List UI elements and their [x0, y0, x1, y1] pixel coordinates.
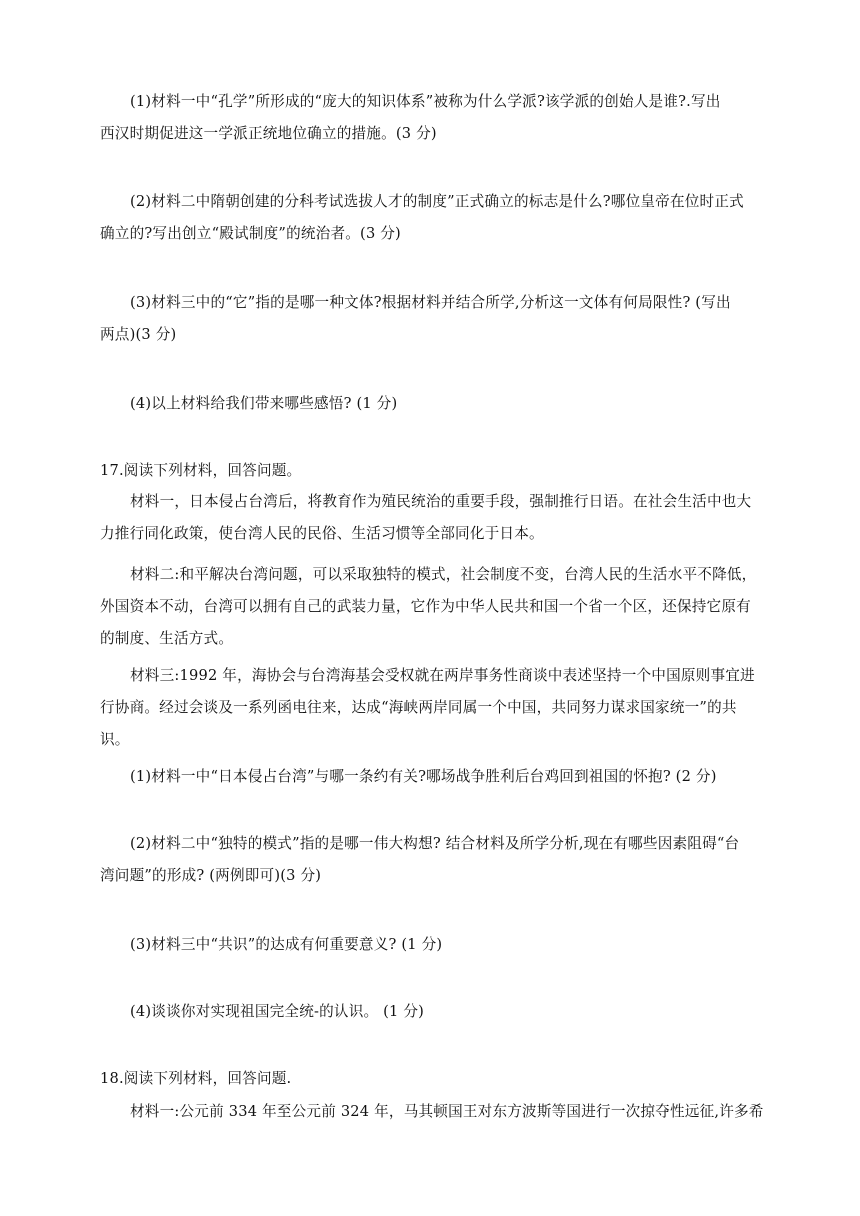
q16-sub1-line1: (1)材料一中“孔学”所形成的“庞大的知识体系”被称为什么学派?该学派的创始人是谁?.写出 [130, 93, 721, 110]
q17-material2-line1: 材料二:和平解决台湾问题，可以采取独特的模式，社会制度不变，台湾人民的生活水平不降低， [130, 566, 757, 583]
q16-sub3-line2: 两点)(3 分) [100, 326, 177, 343]
q18-title: 18.阅读下列材料，回答问题. [100, 1070, 292, 1087]
q16-sub4: (4)以上材料给我们带来哪些感悟? (1 分) [130, 395, 398, 412]
q17-sub3: (3)材料三中“共识”的达成有何重要意义? (1 分) [130, 936, 443, 953]
q17-material2-line2: 外国资本不动，台湾可以拥有自己的武装力量，它作为中华人民共和国一个省一个区，还保持它原有 [100, 598, 751, 615]
q17-material3-line1: 材料三:1992 年，海协会与台湾海基会受权就在两岸事务性商谈中表述坚持一个中国原则事宜进 [130, 667, 755, 684]
q17-material3-line2: 行协商。经过会谈及一系列函电往来，达成“海峡两岸同属一个中国，共同努力谋求国家统一”的共 [100, 699, 737, 716]
q18-material1-line1: 材料一:公元前 334 年至公元前 324 年，马其顿国王对东方波斯等国进行一次掠夺性远征,许多希 [130, 1103, 764, 1120]
q16-sub2-line1: (2)材料二中隋朝创建的分科考试选拔人才的制度”正式确立的标志是什么?哪位皇帝在位时正式 [130, 193, 744, 210]
q17-title: 17.阅读下列材料，回答问题。 [100, 462, 302, 479]
q16-sub2-line2: 确立的?写出创立“殿试制度”的统治者。(3 分) [100, 225, 401, 242]
q17-sub2-line1: (2)材料二中“独特的模式”指的是哪一伟大构想? 结合材料及所学分析,现在有哪些因素阻碍“台 [130, 835, 740, 852]
q17-material1-line1: 材料一，日本侵占台湾后，将教育作为殖民统治的重要手段，强制推行日语。在社会生活中也大 [130, 493, 752, 510]
q17-sub1: (1)材料一中“日本侵占台湾”与哪一条约有关?哪场战争胜利后台鸡回到祖国的怀抱? (2 分) [130, 768, 717, 785]
q17-material1-line2: 力推行同化政策，使台湾人民的民俗、生活习惯等全部同化于日本。 [100, 525, 544, 542]
q16-sub3-line1: (3)材料三中的“它”指的是哪一种文体?根据材料并结合所学,分析这一文体有何局限性? (写出 [130, 294, 731, 311]
q16-sub1-line2: 西汉时期促进这一学派正统地位确立的措施。(3 分) [100, 125, 437, 142]
q17-sub2-line2: 湾问题”的形成? (两例即可)(3 分) [100, 867, 322, 884]
q17-sub4: (4)谈谈你对实现祖国完全统-的认识。 (1 分) [130, 1003, 425, 1020]
q17-material3-line3: 识。 [100, 731, 130, 748]
q17-material2-line3: 的制度、生活方式。 [100, 630, 234, 647]
